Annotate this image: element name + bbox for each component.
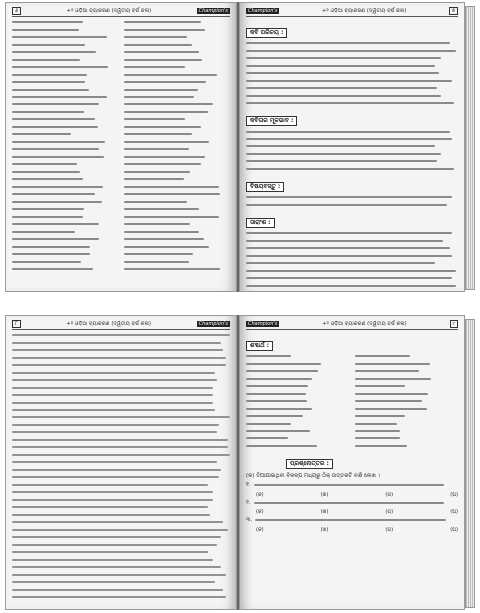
text-line xyxy=(12,542,230,548)
question-number: ୨. xyxy=(246,499,251,506)
answer-option: (ଘ) xyxy=(450,491,458,498)
text-line xyxy=(246,443,349,449)
page-header xyxy=(12,6,230,17)
text-line xyxy=(12,332,230,338)
text-line xyxy=(246,136,458,142)
question-heading-text: (କ) ଦିଆଯାଇଥିବା ବିକଳ୍ପ ମଧ୍ୟରୁ ଠିକ୍ ଉତ୍ତରଟି ବାଛି ଲେଖ । xyxy=(246,473,381,480)
text-line xyxy=(355,375,458,381)
text-line xyxy=(246,375,349,381)
text-line xyxy=(246,420,349,426)
text-line xyxy=(246,128,458,134)
text-line xyxy=(12,534,230,540)
text-line xyxy=(355,360,458,366)
text-line xyxy=(246,143,458,149)
text-line xyxy=(124,161,230,167)
text-line xyxy=(355,353,458,359)
text-line xyxy=(254,482,458,488)
text-line xyxy=(124,176,230,182)
text-line xyxy=(12,146,118,152)
text-line xyxy=(12,64,118,70)
text-line xyxy=(124,26,230,32)
text-line xyxy=(12,527,230,533)
text-line xyxy=(12,497,230,503)
glossary-column-right xyxy=(355,353,458,450)
section-heading: କବି ପରିଚୟ : xyxy=(246,28,287,38)
brand-logo: Champion's xyxy=(248,8,278,14)
page-header xyxy=(246,319,458,330)
text-line xyxy=(246,398,349,404)
text-line xyxy=(124,154,230,160)
text-line xyxy=(12,414,230,420)
text-line xyxy=(12,206,118,212)
page-right xyxy=(239,2,465,292)
text-line xyxy=(246,55,458,61)
text-line xyxy=(12,154,118,160)
text-line xyxy=(12,19,118,25)
text-line xyxy=(246,238,458,244)
page-number: ୬ xyxy=(12,7,21,15)
page-header xyxy=(12,319,230,330)
text-line xyxy=(124,56,230,62)
text-line xyxy=(355,390,458,396)
answer-option: (ଖ) xyxy=(320,526,329,533)
question xyxy=(246,500,458,507)
answer-option: (ଖ) xyxy=(320,509,329,516)
text-line xyxy=(124,71,230,77)
text-line xyxy=(246,166,458,172)
text-line xyxy=(12,71,118,77)
text-line xyxy=(12,392,230,398)
running-title: +୨ ଓଡ଼ିଆ ବ୍ୟାକରଣ (ଦ୍ୱିତୀୟ ବର୍ଷ କଳା) xyxy=(321,7,407,14)
text-line xyxy=(355,368,458,374)
text-line xyxy=(246,268,458,274)
page-number: ୯ xyxy=(450,320,459,328)
section-heading: ଶବ୍ଦାର୍ଥ : xyxy=(246,341,273,351)
question xyxy=(246,482,458,489)
page-left xyxy=(5,315,237,610)
text-line xyxy=(12,26,118,32)
page-body xyxy=(246,332,458,605)
text-line xyxy=(246,405,349,411)
text-line xyxy=(254,500,459,506)
text-line xyxy=(12,399,230,405)
page-number: ୮ xyxy=(12,320,21,328)
text-line xyxy=(12,161,118,167)
section-heading: କବିତାର ମୂଳଭାବ : xyxy=(246,116,297,126)
text-line xyxy=(12,444,230,450)
text-line xyxy=(12,169,118,175)
text-line xyxy=(12,489,230,495)
text-line xyxy=(12,549,230,555)
text-line xyxy=(124,86,230,92)
text-line xyxy=(12,34,118,40)
text-line xyxy=(255,517,458,523)
brand-logo: Champion's xyxy=(198,321,228,327)
section-heading: ବିଷୟବସ୍ତୁ : xyxy=(246,182,284,192)
text-line xyxy=(246,275,458,281)
text-line xyxy=(246,158,458,164)
text-line xyxy=(12,467,230,473)
page-body xyxy=(12,332,230,605)
text-line xyxy=(246,245,458,251)
text-line xyxy=(355,428,458,434)
brand-logo: Champion's xyxy=(198,8,228,14)
answer-option: (ଗ) xyxy=(385,491,394,498)
text-line xyxy=(12,221,118,227)
section-heading: ସାରାଂଶ : xyxy=(246,218,275,228)
text-line xyxy=(12,229,118,235)
text-line xyxy=(12,41,118,47)
answer-option: (କ) xyxy=(256,491,264,498)
text-line xyxy=(246,413,349,419)
text-line xyxy=(12,557,230,563)
text-line xyxy=(124,229,230,235)
text-line xyxy=(12,429,230,435)
text-line xyxy=(124,236,230,242)
text-line xyxy=(246,40,458,46)
text-line xyxy=(12,191,118,197)
text-line xyxy=(124,184,230,190)
question-group-heading xyxy=(246,473,458,480)
page-left xyxy=(5,2,237,292)
text-line xyxy=(246,47,458,53)
answer-option: (କ) xyxy=(256,509,264,516)
answer-options xyxy=(246,527,458,533)
text-line xyxy=(246,390,349,396)
text-line xyxy=(124,139,230,145)
answer-option: (ଘ) xyxy=(450,509,458,516)
text-line xyxy=(12,564,230,570)
text-line xyxy=(12,101,118,107)
text-line xyxy=(124,199,230,205)
running-title: +୨ ଓଡ଼ିଆ ବ୍ୟାକରଣ (ଦ୍ୱିତୀୟ ବର୍ଷ କଳା) xyxy=(66,320,151,327)
page-right xyxy=(239,315,465,610)
text-line xyxy=(246,353,349,359)
poem-column-left xyxy=(12,19,118,287)
text-line xyxy=(12,459,230,465)
text-line xyxy=(12,594,230,600)
text-line xyxy=(12,214,118,220)
text-line xyxy=(12,94,118,100)
text-line xyxy=(12,56,118,62)
answer-option: (କ) xyxy=(256,526,264,533)
text-line xyxy=(124,169,230,175)
text-line xyxy=(124,146,230,152)
text-line xyxy=(12,482,230,488)
text-line xyxy=(124,124,230,130)
text-line xyxy=(124,244,230,250)
text-line xyxy=(246,260,458,266)
page-header xyxy=(246,6,458,17)
text-line xyxy=(124,19,230,25)
text-line xyxy=(12,339,230,345)
text-line xyxy=(124,49,230,55)
running-title: +୨ ଓଡ଼ିଆ ବ୍ୟାକରଣ (ଦ୍ୱିତୀୟ ବର୍ଷ କଳା) xyxy=(322,320,407,327)
answer-option: (ଗ) xyxy=(385,509,394,516)
page-body xyxy=(246,19,458,287)
running-title: +୨ ଓଡ଼ିଆ ବ୍ୟାକରଣ (ଦ୍ୱିତୀୟ ବର୍ଷ କଳା) xyxy=(66,7,152,14)
text-line xyxy=(124,191,230,197)
text-line xyxy=(12,109,118,115)
text-line xyxy=(124,251,230,257)
text-line xyxy=(12,184,118,190)
text-line xyxy=(246,368,349,374)
text-line xyxy=(124,101,230,107)
answer-options xyxy=(246,509,458,515)
text-line xyxy=(12,131,118,137)
text-line xyxy=(246,62,458,68)
text-line xyxy=(12,377,230,383)
question-number: ୩. xyxy=(246,517,253,524)
text-line xyxy=(124,214,230,220)
text-line xyxy=(12,251,118,257)
page-edges xyxy=(465,6,475,290)
text-line xyxy=(124,64,230,70)
text-line xyxy=(12,407,230,413)
text-line xyxy=(12,579,230,585)
text-line xyxy=(12,519,230,525)
text-line xyxy=(12,124,118,130)
page-edges xyxy=(465,319,475,608)
page-number: ୭ xyxy=(449,7,458,15)
text-line xyxy=(124,266,230,272)
text-line xyxy=(355,383,458,389)
text-line xyxy=(246,435,349,441)
text-line xyxy=(12,504,230,510)
text-line xyxy=(355,413,458,419)
text-line xyxy=(124,206,230,212)
answer-option: (ଖ) xyxy=(320,491,329,498)
book-spread-bottom xyxy=(5,315,475,610)
text-line xyxy=(246,92,458,98)
text-line xyxy=(124,109,230,115)
text-line xyxy=(355,443,458,449)
text-line xyxy=(246,151,458,157)
text-line xyxy=(246,77,458,83)
section-heading: ପ୍ରଶ୍ନୋତ୍ତର : xyxy=(286,459,333,469)
text-line xyxy=(246,253,458,259)
text-line xyxy=(12,369,230,375)
text-line xyxy=(12,437,230,443)
glossary-column-left xyxy=(246,353,349,450)
text-line xyxy=(12,49,118,55)
text-line xyxy=(12,176,118,182)
text-line xyxy=(12,236,118,242)
text-line xyxy=(12,362,230,368)
page-body xyxy=(12,19,230,287)
text-line xyxy=(124,41,230,47)
text-line xyxy=(12,512,230,518)
text-line xyxy=(246,383,349,389)
text-line xyxy=(246,360,349,366)
text-line xyxy=(246,194,458,200)
text-line xyxy=(12,572,230,578)
text-line xyxy=(246,70,458,76)
text-line xyxy=(355,420,458,426)
text-line xyxy=(12,86,118,92)
text-line xyxy=(124,259,230,265)
text-line xyxy=(124,34,230,40)
answer-option: (ଘ) xyxy=(450,526,458,533)
text-line xyxy=(12,116,118,122)
answer-option: (ଗ) xyxy=(385,526,394,533)
brand-logo: Champion's xyxy=(248,321,278,327)
book-spread-top xyxy=(5,2,475,292)
text-line xyxy=(355,405,458,411)
text-line xyxy=(12,347,230,353)
text-line xyxy=(124,131,230,137)
answer-options xyxy=(246,492,458,498)
text-line xyxy=(246,100,458,106)
poem-column-right xyxy=(124,19,230,287)
text-line xyxy=(246,202,458,208)
text-line xyxy=(246,283,458,287)
text-line xyxy=(12,474,230,480)
text-line xyxy=(246,230,458,236)
text-line xyxy=(124,94,230,100)
text-line xyxy=(355,398,458,404)
text-line xyxy=(12,244,118,250)
text-line xyxy=(12,586,230,592)
question xyxy=(246,517,458,524)
text-line xyxy=(12,259,118,265)
text-line xyxy=(12,79,118,85)
text-line xyxy=(12,266,118,272)
text-line xyxy=(12,422,230,428)
text-line xyxy=(355,435,458,441)
text-line xyxy=(12,199,118,205)
text-line xyxy=(12,384,230,390)
text-line xyxy=(12,139,118,145)
text-line xyxy=(246,428,349,434)
text-line xyxy=(124,116,230,122)
question-number: ୧. xyxy=(246,482,251,489)
text-line xyxy=(246,85,458,91)
text-line xyxy=(124,79,230,85)
text-line xyxy=(12,452,230,458)
text-line xyxy=(124,221,230,227)
text-line xyxy=(12,354,230,360)
